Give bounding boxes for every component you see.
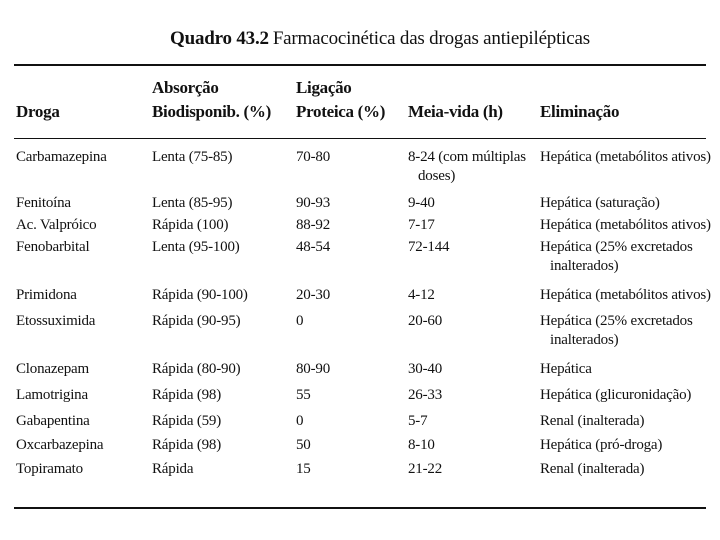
cell-meiavida: 26-33 [408, 387, 442, 403]
cell-ligacao: 0 [296, 313, 304, 329]
cell-absorcao: Rápida (98) [152, 437, 222, 453]
cell-absorcao: Rápida (100) [152, 217, 229, 233]
cell-meiavida [408, 148, 526, 186]
table-body [0, 148, 720, 484]
cell-droga: Clonazepam [16, 361, 89, 377]
cell-eliminacao [540, 312, 693, 350]
cell-ligacao: 88-92 [296, 217, 330, 233]
table-row [0, 360, 720, 386]
header-absorcao-line1: Absorção [152, 78, 219, 97]
table-caption: Farmacocinética das drogas antiepilépticas [272, 28, 590, 49]
header-ligacao [296, 76, 385, 124]
cell-absorcao: Lenta (95-100) [152, 239, 240, 255]
cell-meiavida: 7-17 [408, 217, 435, 233]
table-row [0, 286, 720, 312]
cell-eliminacao-line2: inalterados) [550, 332, 619, 348]
cell-absorcao: Rápida (80-90) [152, 361, 241, 377]
header-meiavida: Meia-vida (h) [408, 102, 503, 121]
cell-eliminacao: Renal (inalterada) [540, 461, 645, 477]
cell-absorcao: Rápida (90-95) [152, 313, 241, 329]
table-row [0, 148, 720, 194]
cell-droga: Fenobarbital [16, 239, 90, 255]
header-ligacao-line1: Ligação [296, 78, 352, 97]
cell-ligacao: 50 [296, 437, 311, 453]
table-row [0, 194, 720, 216]
table-row [0, 238, 720, 286]
table-number: Quadro 43.2 [170, 28, 269, 49]
cell-ligacao: 70-80 [296, 149, 330, 165]
cell-eliminacao: Hepática (metabólitos ativos) [540, 287, 711, 303]
header-ligacao-line2: Proteica (%) [296, 102, 386, 121]
cell-absorcao: Rápida (90-100) [152, 287, 248, 303]
cell-eliminacao: Hepática (glicuronidação) [540, 387, 692, 403]
cell-droga: Topiramato [16, 461, 83, 477]
header-droga: Droga [16, 102, 60, 121]
cell-eliminacao: Renal (inalterada) [540, 413, 645, 429]
cell-eliminacao: Hepática (metabólitos ativos) [540, 217, 711, 233]
cell-eliminacao [540, 238, 693, 276]
cell-eliminacao-line2: inalterados) [550, 258, 619, 274]
cell-meiavida: 72-144 [408, 239, 450, 255]
cell-meiavida-line1: 8-24 (com múltiplas [408, 149, 526, 165]
cell-ligacao: 20-30 [296, 287, 330, 303]
cell-absorcao: Rápida [152, 461, 194, 477]
top-rule [14, 64, 706, 66]
cell-absorcao: Lenta (85-95) [152, 195, 233, 211]
cell-droga: Gabapentina [16, 413, 90, 429]
cell-meiavida: 20-60 [408, 313, 442, 329]
cell-meiavida: 9-40 [408, 195, 435, 211]
cell-eliminacao-line1: Hepática (25% excretados [540, 239, 693, 255]
cell-meiavida: 5-7 [408, 413, 428, 429]
cell-eliminacao: Hepática [540, 361, 592, 377]
cell-droga: Ac. Valpróico [16, 217, 97, 233]
cell-eliminacao-line1: Hepática (25% excretados [540, 313, 693, 329]
cell-meiavida: 4-12 [408, 287, 435, 303]
cell-droga: Fenitoína [16, 195, 71, 211]
cell-ligacao: 90-93 [296, 195, 330, 211]
header-eliminacao: Eliminação [540, 102, 620, 121]
cell-eliminacao: Hepática (pró-droga) [540, 437, 663, 453]
cell-absorcao: Rápida (98) [152, 387, 222, 403]
cell-droga: Oxcarbazepina [16, 437, 104, 453]
table-row [0, 412, 720, 436]
cell-ligacao: 0 [296, 413, 304, 429]
table-title [170, 28, 590, 50]
cell-ligacao: 15 [296, 461, 311, 477]
cell-droga: Carbamazepina [16, 149, 107, 165]
cell-droga: Lamotrigina [16, 387, 88, 403]
cell-absorcao: Lenta (75-85) [152, 149, 233, 165]
bottom-rule [14, 507, 706, 509]
cell-meiavida-line2: doses) [418, 168, 456, 184]
header-absorcao-line2: Biodisponib. (%) [152, 102, 271, 121]
cell-meiavida: 8-10 [408, 437, 435, 453]
table-row [0, 216, 720, 238]
cell-eliminacao: Hepática (saturação) [540, 195, 660, 211]
table-row [0, 312, 720, 360]
header-absorcao [152, 76, 271, 124]
cell-absorcao: Rápida (59) [152, 413, 222, 429]
cell-eliminacao: Hepática (metabólitos ativos) [540, 149, 711, 165]
cell-ligacao: 80-90 [296, 361, 330, 377]
cell-droga: Etossuximida [16, 313, 96, 329]
cell-ligacao: 48-54 [296, 239, 330, 255]
cell-ligacao: 55 [296, 387, 311, 403]
table-row [0, 436, 720, 460]
header-rule [14, 138, 706, 139]
table-row [0, 386, 720, 412]
cell-droga: Primidona [16, 287, 77, 303]
table-row [0, 460, 720, 484]
cell-meiavida: 30-40 [408, 361, 442, 377]
cell-meiavida: 21-22 [408, 461, 442, 477]
